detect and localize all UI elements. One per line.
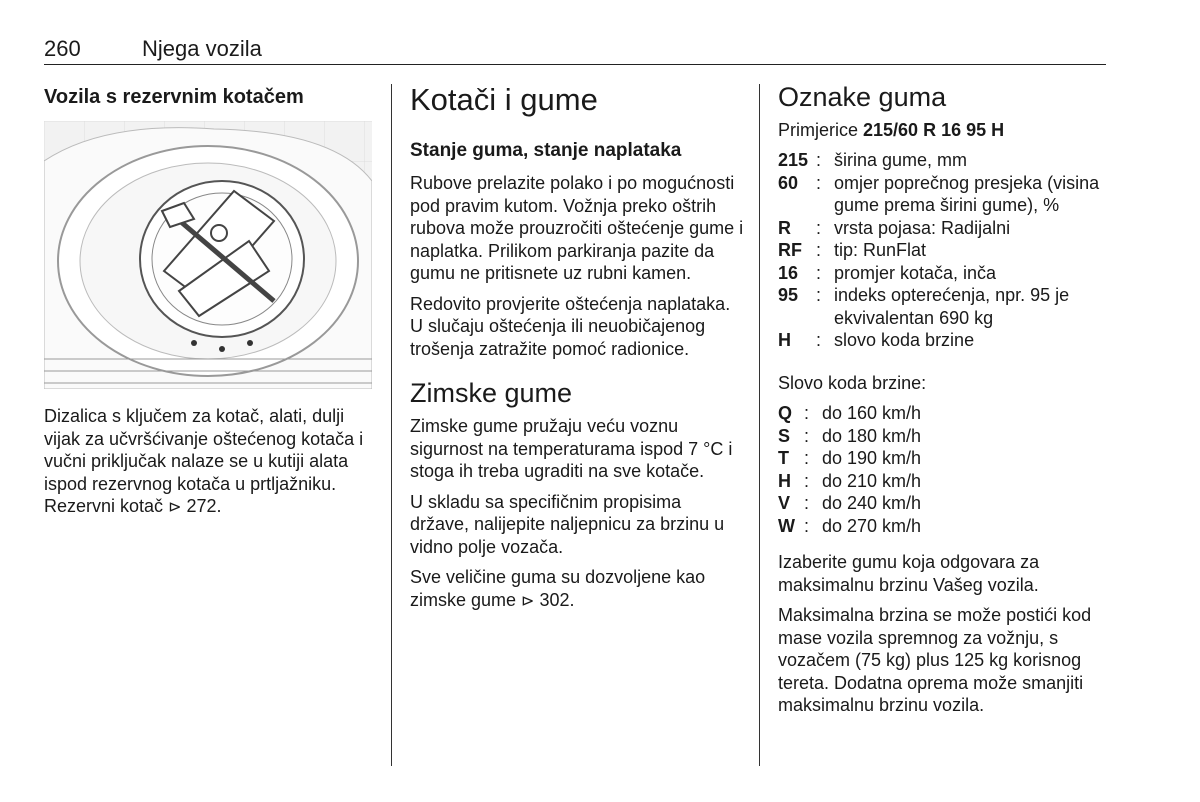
markings-list (778, 149, 1113, 352)
page-number: 260 (44, 36, 81, 61)
list-item: R : vrsta pojasa: Radijalni (778, 217, 1011, 238)
list-item: RF : tip: RunFlat (778, 240, 927, 260)
reference-arrow-icon: ⊳ (521, 592, 535, 610)
list-item: H : slovo koda brzine (778, 330, 975, 350)
section-title: Kotači i gume (410, 82, 598, 117)
list-item: W : do 270 km/h (778, 515, 922, 536)
page-header (44, 34, 1106, 65)
paragraph: Redovito provjerite oštećenja naplataka. U slučaju oštećenja ili neuobičajenog trošenja zatražite pomoć radionice. (410, 293, 731, 359)
section-heading: Vozila s rezervnim kotačem (44, 86, 304, 108)
caption: Dizalica s ključem za kotač, alati, dulji vijak za učvršćivanje oštećenog kotača i vučni priključak nalaze se u kutiji alata ispod rezervnog kotača u prtljažniku. Rezervni kotač ⊳ 272. (44, 406, 364, 516)
list-item: 60 : omjer poprečnog presjeka (visina gume prema širini gume), % (778, 172, 1100, 215)
column-divider (391, 84, 392, 766)
paragraph: U skladu sa specifičnim propisima države, nalijepite naljepnicu za brzinu u vidno polje vozača. (410, 491, 725, 557)
page-title: Njega vozila (142, 36, 262, 61)
list-item: Q : do 160 km/h (778, 403, 922, 423)
list-item: 215 : širina gume, mm (778, 150, 968, 170)
column-left (44, 82, 374, 528)
list-item: H : do 210 km/h (778, 470, 922, 491)
paragraph: Zimske gume pružaju veću voznu sigurnost na temperaturama ispod 7 °C i stoga ih treba ugraditi na sve kotače. (410, 416, 733, 481)
paragraph: Rubove prelazite polako i po mogućnosti pod pravim kutom. Vožnja preko oštrih rubova može prouzročiti oštećenje gume i naplatka. Prilikom parkiranja pazite da gumu ne pritisnete uz rubni kamen. (410, 173, 744, 283)
paragraph: Maksimalna brzina se može postići kod mase vozila spremnog za vožnju, s vozačem (75 kg) plus 125 kg korisnog tereta. Dodatna oprema može smanjiti maksimalnu brzinu vozila. (778, 605, 1092, 715)
list-item: T : do 190 km/h (778, 448, 922, 468)
list-item: S : do 180 km/h (778, 425, 922, 446)
example-line: Primjerice 215/60 R 16 95 H (778, 120, 1005, 140)
list-item: V : do 240 km/h (778, 493, 922, 513)
list-item: 95 : indeks opterećenja, npr. 95 je ekvivalentan 690 kg (778, 285, 1070, 328)
column-divider (759, 84, 760, 766)
list-item: 16 : promjer kotača, inča (778, 262, 997, 283)
section-title: Oznake guma (778, 82, 947, 112)
spare-wheel-illustration (44, 121, 372, 389)
paragraph: Izaberite gumu koja odgovara za maksimalnu brzinu Vašeg vozila. (778, 552, 1040, 595)
paragraph: Sve veličine guma su dozvoljene kao zimske gume ⊳ 302. (410, 567, 706, 610)
column-right (778, 82, 1113, 725)
subsection-heading: Stanje guma, stanje naplataka (410, 140, 682, 161)
speed-heading: Slovo koda brzine: (778, 372, 927, 393)
speed-list (778, 402, 1113, 537)
column-middle (410, 82, 745, 621)
reference-arrow-icon: ⊳ (168, 499, 182, 516)
section-title-winter: Zimske gume (410, 378, 573, 408)
